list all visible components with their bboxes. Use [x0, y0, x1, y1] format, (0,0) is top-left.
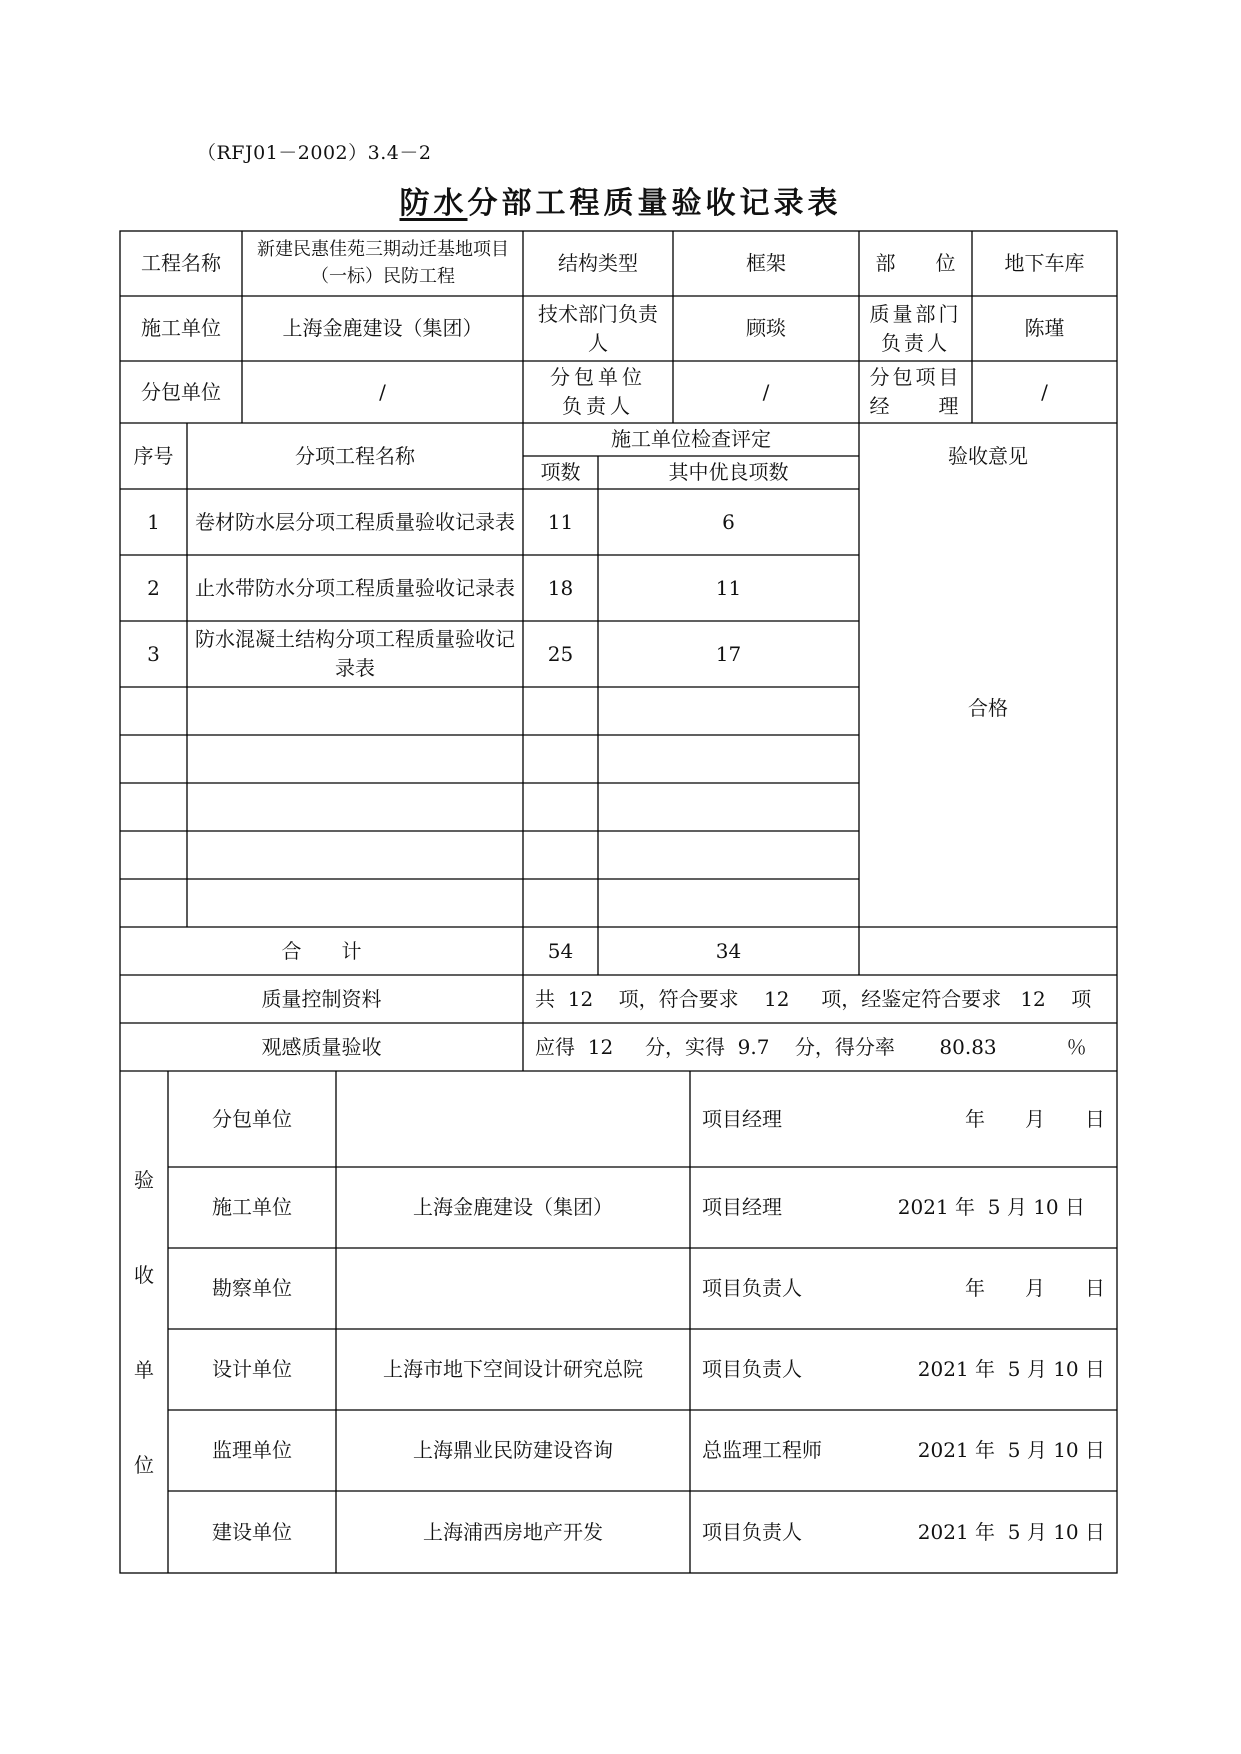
row-no: 3: [147, 641, 160, 666]
row-good: 11: [715, 575, 742, 600]
structure-label: 结构类型: [558, 251, 638, 275]
sub-head-value: /: [762, 379, 770, 404]
acceptance-unit: 分包单位: [212, 1106, 292, 1131]
structure-value: 框架: [746, 251, 786, 275]
acceptance-role: 总监理工程师: [702, 1438, 822, 1462]
acceptance-date: 2021 年 5 月 10 日: [897, 1195, 1085, 1219]
acceptance-date: 2021 年 5 月 10 日: [917, 1357, 1105, 1381]
col-name-header: 分项工程名称: [295, 443, 415, 468]
quality-docs-text: 共 12 项，符合要求 12 项，经鉴定符合要求 12 项: [535, 986, 1092, 1011]
acceptance-role: 项目经理: [702, 1106, 782, 1131]
sub-value: /: [379, 379, 386, 404]
row-count: 18: [547, 575, 574, 600]
project-name-label: 工程名称: [141, 251, 221, 275]
col-count-header: 项数: [540, 460, 581, 484]
acceptance-date: 2021 年 5 月 10 日: [917, 1438, 1105, 1462]
page-title: [0, 178, 1241, 222]
side-char: 验: [134, 1167, 154, 1192]
acceptance-date: 2021 年 5 月 10 日: [917, 1519, 1105, 1544]
quality-head-value: 陈瑾: [1024, 316, 1065, 340]
side-char: 单: [134, 1357, 154, 1382]
row-count: 25: [547, 641, 574, 666]
visual-quality-text: 应得 12 分，实得 9.7 分，得分率 80.83 ％: [535, 1034, 1087, 1059]
total-count: 54: [547, 938, 574, 963]
acceptance-name: 上海市地下空间设计研究总院: [383, 1357, 643, 1381]
visual-quality-label: 观感质量验收: [261, 1034, 382, 1059]
location-value: 地下车库: [1004, 251, 1085, 275]
sub-pm-value: /: [1041, 379, 1048, 404]
acceptance-opinion: 合格: [968, 695, 1008, 720]
contractor-label: 施工单位: [141, 316, 221, 340]
acceptance-date: 年 月 日: [965, 1276, 1105, 1300]
project-name-value: 新建民惠佳苑三期动迁基地项目（一标）民防工程: [257, 239, 509, 287]
acceptance-name: 上海鼎业民防建设咨询: [413, 1438, 613, 1462]
row-name: 卷材防水层分项工程质量验收记录表: [195, 509, 515, 534]
tech-head-value: 顾琰: [746, 316, 786, 340]
acceptance-unit: 建设单位: [212, 1519, 292, 1544]
sub-pm-label: 分包项目经 理: [869, 365, 962, 418]
sub-head-label: 分包单位负责人: [550, 365, 646, 418]
title-rest: 分部工程质量验收记录表: [467, 186, 842, 221]
col-eval-header: 施工单位检查评定: [611, 427, 771, 451]
acceptance-role: 项目经理: [702, 1195, 782, 1219]
acceptance-role: 项目负责人: [702, 1519, 802, 1544]
side-char: 位: [134, 1452, 154, 1477]
acceptance-name: 上海金鹿建设（集团）: [413, 1195, 613, 1219]
acceptance-name: [336, 1071, 690, 1167]
acceptance-name: 上海浦西房地产开发: [423, 1519, 603, 1544]
acceptance-unit: 监理单位: [212, 1438, 292, 1462]
acceptance-date: 年 月 日: [965, 1106, 1105, 1131]
quality-docs-label: 质量控制资料: [261, 986, 382, 1011]
acceptance-unit: 设计单位: [212, 1357, 292, 1381]
row-name: 止水带防水分项工程质量验收记录表: [195, 575, 515, 600]
row-count: 11: [547, 509, 574, 534]
row-good: 6: [722, 509, 735, 534]
total-good: 34: [715, 938, 742, 963]
col-good-header: 其中优良项数: [668, 460, 789, 484]
acceptance-role: 项目负责人: [702, 1357, 802, 1381]
contractor-value: 上海金鹿建设（集团）: [282, 316, 483, 340]
document-code: （RFJ01－2002）3.4－2: [197, 142, 432, 164]
row-name: 防水混凝土结构分项工程质量验收记录表: [195, 627, 515, 680]
row-good: 17: [715, 641, 742, 666]
col-no-header: 序号: [133, 443, 174, 468]
col-opinion-header: 验收意见: [948, 443, 1028, 468]
acceptance-name: [336, 1248, 690, 1329]
location-label: 部 位: [875, 251, 956, 275]
row-no: 1: [147, 509, 160, 534]
acceptance-unit: 勘察单位: [212, 1276, 292, 1300]
row-no: 2: [147, 575, 160, 600]
quality-head-label: 质量部门负责人: [869, 301, 962, 355]
acceptance-role: 项目负责人: [702, 1276, 802, 1300]
acceptance-unit: 施工单位: [212, 1195, 292, 1219]
side-char: 收: [134, 1262, 154, 1287]
tech-head-label: 技术部门负责人: [538, 301, 658, 355]
total-label: 合 计: [281, 938, 362, 963]
title-underlined-part: 防水: [399, 186, 468, 221]
sub-label: 分包单位: [141, 379, 221, 404]
